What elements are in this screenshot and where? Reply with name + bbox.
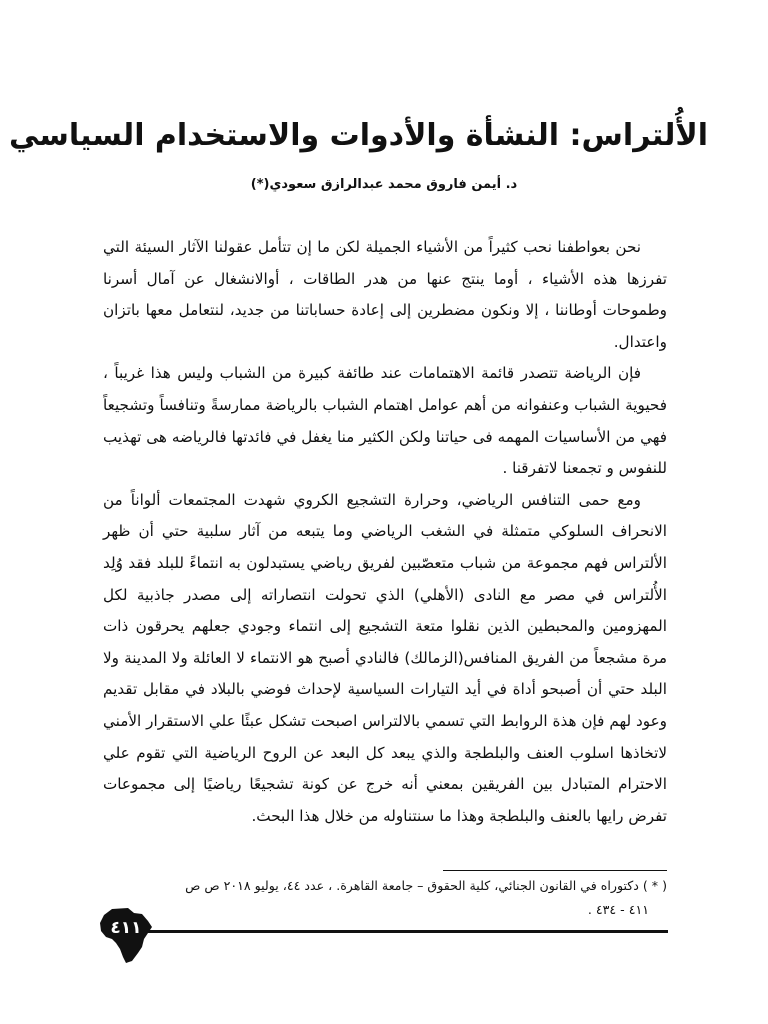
footnote-separator [443, 870, 667, 871]
article-body [103, 232, 667, 832]
page-footer-rule [140, 930, 668, 933]
footnote-line-1: ( * ) دكتوراه في القانون الجنائي، كلية الحقوق – جامعة القاهرة. ، عدد ٤٤، يوليو ٢٠١٨ ص ص [185, 878, 667, 893]
footnote-line-2: ٤١١ - ٤٣٤ . [587, 902, 649, 917]
article-title: الأُلتراس: النشأة والأدوات والاستخدام السياسي [9, 118, 708, 153]
paragraph-3: ومع حمى التنافس الرياضي، وحرارة التشجيع الكروي شهدت المجتمعات ألواناً من الانحراف السلوكي متمثلة في الشغب الرياضي وما يتبعه من آثار سلبية حتي أن ظهر الألتراس فهم مجموعة من شباب متعصّبين لفريق رياضي يستبدلون به انتماءً للبلد فقد وُلِد الأُلتراس في مصر مع النادى (الأهلي) الذي تحولت انتصاراته إلى مصدر جاذبية لكل المهزومين والمحبطين الذين نقلوا متعة التشجيع إلى انتماء وجودي جعلهم يحرقون ذات مرة مشجعاً من الفريق المنافس(الزمالك) فالنادي أصبح هو الانتماء لا العائلة ولا المدينة ولا البلد حتي أن أصبحو أداة في أيد التيارات السياسية لإحداث فوضي بالبلاد في مقابل تقديم وعود لهم فإن هذة الروابط التي تسمي بالالتراس اصبحت تشكل عبئًا علي الاستقرار الأمني لاتخاذها اسلوب العنف والبلطجة والذي يبعد كل البعد عن الروح الرياضية التي تقوم علي الاحترام المتبادل بين الفريقين بمعني أنه خرج عن كونة تشجيعًا رياضيًا إلى مجموعات تفرض رايها بالعنف والبلطجة وهذا ما سنتناوله من خلال هذا البحث. [103, 490, 667, 825]
paragraph-2: فإن الرياضة تتصدر قائمة الاهتمامات عند طائفة كبيرة من الشباب وليس هذا غريباً ، فحيوية الشباب وعنفوانه من أهم عوامل اهتمام الشباب بالرياضة ممارسةً وتنافساً وتشجيعاً فهي من الأساسيات المهمه فى حياتنا ولكن الكثير منا يغفل في فائدتها فالرياضه هى تهذيب للنفوس و تجمعنا لاتفرقنا . [103, 364, 667, 478]
paragraph-1: نحن بعواطفنا نحب كثيراً من الأشياء الجميلة لكن ما إن تتأمل عقولنا الآثار السيئة التي تفرزها هذه الأشياء ، أوما ينتج عنها من هدر الطاقات ، أوالانشغال عن آمال أسرنا وطموحات أوطاننا ، إلا ونكون مضطرين إلى إعادة حساباتنا من جديد، لنتعامل معها باتزان واعتدال. [103, 238, 667, 351]
page-number: ٤١١ [110, 918, 142, 938]
author-line: د. أيمن فاروق محمد عبدالرازق سعودي(*) [250, 177, 518, 192]
footnote [103, 874, 667, 922]
